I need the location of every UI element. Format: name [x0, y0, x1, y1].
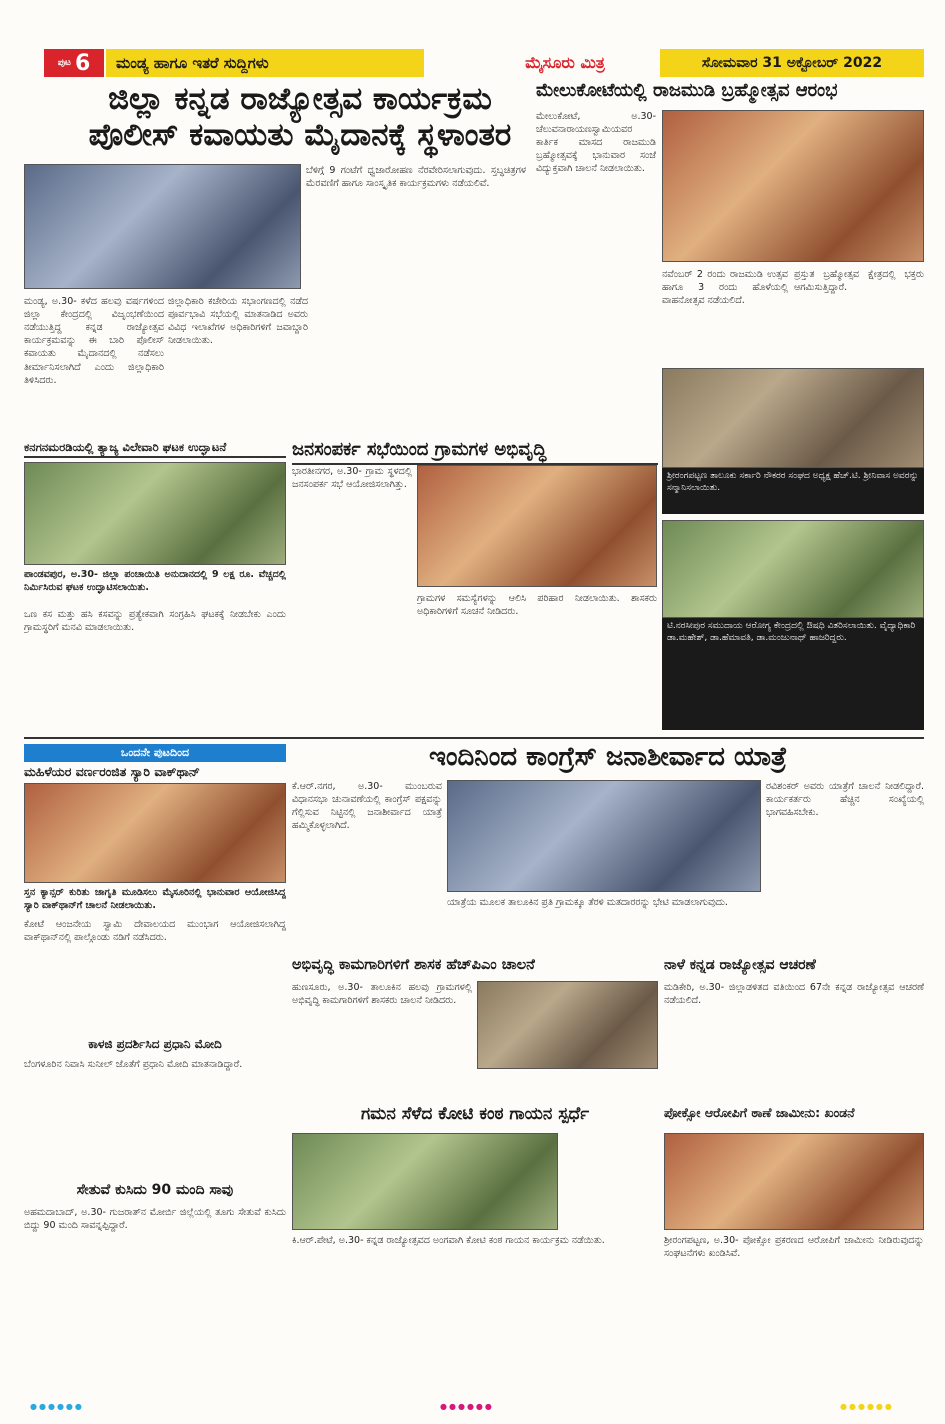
story10-body2: ಯಾತ್ರೆಯ ಮೂಲಕ ತಾಲೂಕಿನ ಪ್ರತಿ ಗ್ರಾಮಕ್ಕೂ ತೆರಳಿ ಮತದಾರರನ್ನು ಭೇಟಿ ಮಾಡಲಾಗುವುದು.: [447, 897, 728, 908]
story6-body1: ಭಾರತೀನಗರ, ಅ.30- ಗ್ರಾಮ ಸ್ಥಳದಲ್ಲಿ ಜನಸಂಪರ್ಕ ಸಭೆ ಆಯೋಜಿಸಲಾಗಿತ್ತು.: [292, 466, 412, 491]
story13-headline: ಗಮನ ಸೆಳೆದ ಕೋಟಿ ಕಂಠ ಗಾಯನ ಸ್ಪರ್ಧೆ: [360, 1104, 590, 1124]
story13-body: ಕಿ.ಆರ್.ಪೇಟೆ, ಅ.30- ಕನ್ನಡ ರಾಜ್ಯೋತ್ಸವದ ಅಂಗವಾಗಿ ಕೋಟಿ ಕಂಠ ಗಾಯನ ಕಾರ್ಯಕ್ರಮ ನಡೆಯಿತು.: [292, 1235, 605, 1246]
story1-headline-line2: ಪೊಲೀಸ್ ಕವಾಯತು ಮೈದಾನಕ್ಕೆ ಸ್ಥಳಾಂತರ: [88, 116, 512, 153]
story10-body3: ರವಿಶಂಕರ್ ಅವರು ಯಾತ್ರೆಗೆ ಚಾಲನೆ ನೀಡಲಿದ್ದಾರೆ. ಕಾರ್ಯಕರ್ತರು ಹೆಚ್ಚಿನ ಸಂಖ್ಯೆಯಲ್ಲಿ ಭಾಗವಹಿಸಬೇಕು.: [766, 781, 924, 819]
story14-photo: [664, 1133, 924, 1230]
story10-photo: [447, 780, 761, 892]
story6-headline: ಜನಸಂಪರ್ಕ ಸಭೆಯಿಂದ ಗ್ರಾಮಗಳ ಅಭಿವೃದ್ಧಿ: [292, 441, 658, 465]
divider: [24, 737, 924, 739]
story3-photo: [662, 368, 924, 468]
registration-marks-right: ●●●●●●: [840, 1402, 894, 1411]
masthead: ಮೈಸೂರು ಮಿತ್ರ: [525, 53, 605, 72]
story1-headline: [70, 83, 530, 151]
story6-photo: [417, 465, 657, 587]
story14-headline: ಪೋಕ್ಸೋ ಆರೋಪಿಗೆ ಠಾಣೆ ಜಾಮೀನು: ಖಂಡನೆ: [664, 1105, 855, 1120]
story11-headline: ಅಭಿವೃದ್ಧಿ ಕಾಮಗಾರಿಗಳಿಗೆ ಶಾಸಕ ಹೆಚ್‌ಪಿಎಂ ಚಾಲನೆ: [292, 957, 535, 973]
page-number: 6: [74, 50, 91, 76]
story3-caption: ಶ್ರೀರಂಗಪಟ್ಟಣ ತಾಲೂಕು ಸರ್ಕಾರಿ ನೌಕರರ ಸಂಘದ ಅಧ್ಯಕ್ಷ ಹೆಚ್.ಟಿ. ಶ್ರೀನಿವಾಸ ಅವರನ್ನು ಸನ್ಮಾನಿಸಲಾಯಿತು.: [662, 468, 924, 514]
story12-body: ಮಡಿಕೇರಿ, ಅ.30- ಜಿಲ್ಲಾಡಳಿತದ ವತಿಯಿಂದ 67ನೇ ಕನ್ನಡ ರಾಜ್ಯೋತ್ಸವ ಆಚರಣೆ ನಡೆಯಲಿದೆ.: [664, 982, 924, 1007]
story13-photo: [292, 1133, 558, 1230]
story2-headline-text: ಮೇಲುಕೋಟೆಯಲ್ಲಿ ರಾಜಮುಡಿ ಬ್ರಹ್ಮೋತ್ಸವ ಆರಂಭ: [536, 80, 838, 101]
story1-photo: [24, 164, 301, 289]
story14-body: ಶ್ರೀರಂಗಪಟ್ಟಣ, ಅ.30- ಪೋಕ್ಸೋ ಪ್ರಕರಣದ ಆರೋಪಿಗೆ ಜಾಮೀನು ನೀಡಿರುವುದನ್ನು ಸಂಘಟನೆಗಳು ಖಂಡಿಸಿವೆ.: [664, 1235, 924, 1260]
story1-body-left: ಮಂಡ್ಯ, ಅ.30- ಕಳೆದ ಹಲವು ವರ್ಷಗಳಿಂದ ಜಿಲ್ಲಾ ಕೇಂದ್ರದಲ್ಲಿ ವಿಜೃಂಭಣೆಯಿಂದ ನಡೆಯುತ್ತಿದ್ದ ಕನ್ನಡ ರಾಜ್ಯೋತ್ಸವ ಕಾರ್ಯಕ್ರಮವನ್ನು ಈ ಬಾರಿ ಪೊಲೀಸ್ ಕವಾಯತು ಮೈದಾನದಲ್ಲಿ ನಡೆಸಲು ತೀರ್ಮಾನಿಸಲಾಗಿದೆ ಎಂದು ಜಿಲ್ಲಾಧಿಕಾರಿ ತಿಳಿಸಿದರು.: [24, 296, 164, 386]
story1-body-right: ಬೆಳಿಗ್ಗೆ 9 ಗಂಟೆಗೆ ಧ್ವಜಾರೋಹಣ ನೆರವೇರಿಸಲಾಗುವುದು. ಸ್ತಬ್ಧಚಿತ್ರಗಳ ಮೆರವಣಿಗೆ ಹಾಗೂ ಸಾಂಸ್ಕೃತಿಕ ಕಾರ್ಯಕ್ರಮಗಳು ನಡೆಯಲಿವೆ.: [306, 165, 526, 190]
story12-headline: ನಾಳೆ ಕನ್ನಡ ರಾಜ್ಯೋತ್ಸವ ಆಚರಣೆ: [664, 957, 816, 973]
story7-body: ಕೋಟೆ ಆಂಜನೇಯ ಸ್ವಾಮಿ ದೇವಾಲಯದ ಮುಂಭಾಗ ಆಯೋಜಿಸಲಾಗಿದ್ದ ವಾಕ್‌ಥಾನ್‌ನಲ್ಲಿ ಪಾಲ್ಗೊಂಡು ನಡಿಗೆ ನಡೆಸಿದರು.: [24, 919, 286, 944]
story5-caption: ಪಾಂಡವಪುರ, ಅ.30- ಜಿಲ್ಲಾ ಪಂಚಾಯಿತಿ ಅನುದಾನದಲ್ಲಿ 9 ಲಕ್ಷ ರೂ. ವೆಚ್ಚದಲ್ಲಿ ನಿರ್ಮಿಸಿರುವ ಘಟಕ ಉದ್ಘಾಟಿಸಲಾಯಿತು.: [24, 569, 286, 594]
story4-photo: [662, 520, 924, 618]
page-label: ಪುಟ: [57, 58, 71, 68]
story6-body2: ಗ್ರಾಮಗಳ ಸಮಸ್ಯೆಗಳನ್ನು ಆಲಿಸಿ ಪರಿಹಾರ ನೀಡಲಾಯಿತು. ಶಾಸಕರು ಅಧಿಕಾರಿಗಳಿಗೆ ಸೂಚನೆ ನೀಡಿದರು.: [417, 593, 657, 618]
story2-body2: ನವೆಂಬರ್ 2 ರಂದು ರಾಜಮುಡಿ ಉತ್ಸವ ಹಾಗೂ 3 ರಂದು ಹೊಳೆಯಲ್ಲಿ ವಾಹನೋತ್ಸವ ನಡೆಯಲಿದೆ.: [662, 269, 788, 307]
dateline: ಸೋಮವಾರ 31 ಅಕ್ಟೋಬರ್ 2022: [660, 49, 924, 77]
story11-body: ಹುಣಸೂರು, ಅ.30- ತಾಲೂಕಿನ ಹಲವು ಗ್ರಾಮಗಳಲ್ಲಿ ಅಭಿವೃದ್ಧಿ ಕಾಮಗಾರಿಗಳಿಗೆ ಶಾಸಕರು ಚಾಲನೆ ನೀಡಿದರು.: [292, 982, 472, 1007]
story8-headline: ಕಾಳಜಿ ಪ್ರದರ್ಶಿಸಿದ ಪ್ರಧಾನಿ ಮೋದಿ: [88, 1037, 222, 1051]
story5-body: ಒಣ ಕಸ ಮತ್ತು ಹಸಿ ಕಸವನ್ನು ಪ್ರತ್ಯೇಕವಾಗಿ ಸಂಗ್ರಹಿಸಿ ಘಟಕಕ್ಕೆ ನೀಡಬೇಕು ಎಂದು ಗ್ರಾಮಸ್ಥರಿಗೆ ಮನವಿ ಮಾಡಲಾಯಿತು.: [24, 609, 286, 634]
story9-body: ಅಹಮದಾಬಾದ್, ಅ.30- ಗುಜರಾತ್‌ನ ಮೋರ್ಬಿ ಜಿಲ್ಲೆಯಲ್ಲಿ ತೂಗು ಸೇತುವೆ ಕುಸಿದು ಬಿದ್ದು 90 ಮಂದಿ ಸಾವನ್ನಪ್ಪಿದ್ದಾರೆ.: [24, 1207, 286, 1232]
story2-body3: ಪ್ರಸ್ತುತ ಬ್ರಹ್ಮೋತ್ಸವ ಕ್ಷೇತ್ರದಲ್ಲಿ ಭಕ್ತರು ಆಗಮಿಸುತ್ತಿದ್ದಾರೆ.: [794, 269, 924, 294]
continued-banner: ಒಂದನೇ ಪುಟದಿಂದ: [24, 744, 286, 762]
page-number-tag: [44, 49, 104, 77]
story8-body: ಬೆಂಗಳೂರಿನ ನಿವಾಸಿ ಸುನೀಲ್ ಜೊತೆಗೆ ಪ್ರಧಾನಿ ಮೋದಿ ಮಾತನಾಡಿದ್ದಾರೆ.: [24, 1059, 243, 1070]
story2-headline: [536, 82, 924, 101]
story7-photo: [24, 783, 286, 883]
story5-headline: ಕನಗನಮರಡಿಯಲ್ಲಿ ತ್ಯಾಜ್ಯ ವಿಲೇವಾರಿ ಘಟಕ ಉದ್ಘಾಟನೆ: [24, 441, 286, 458]
story10-body1: ಕೆ.ಆರ್.ನಗರ, ಅ.30- ಮುಂಬರುವ ವಿಧಾನಸಭಾ ಚುನಾವಣೆಯಲ್ಲಿ ಕಾಂಗ್ರೆಸ್ ಪಕ್ಷವನ್ನು ಗೆಲ್ಲಿಸುವ ನಿಟ್ಟಿನಲ್ಲಿ ಜನಾಶೀರ್ವಾದ ಯಾತ್ರೆ ಹಮ್ಮಿಕೊಳ್ಳಲಾಗಿದೆ.: [292, 781, 442, 832]
story2-photo: [662, 110, 924, 262]
story5-photo: [24, 462, 286, 565]
story10-headline: ಇಂದಿನಿಂದ ಕಾಂಗ್ರೆಸ್ ಜನಾಶೀರ್ವಾದ ಯಾತ್ರೆ: [429, 742, 787, 772]
story4-caption: ಟಿ.ನರಸೀಪುರ ಸಮುದಾಯ ಆರೋಗ್ಯ ಕೇಂದ್ರದಲ್ಲಿ ಔಷಧಿ ವಿತರಿಸಲಾಯಿತು. ವೈದ್ಯಾಧಿಕಾರಿ ಡಾ.ಮಹೇಶ್, ಡಾ.ಹೆಮಾವತಿ, ಡಾ.ಮಂಜುನಾಥ್ ಹಾಜರಿದ್ದರು.: [662, 618, 924, 730]
story2-body1: ಮೇಲುಕೋಟೆ, ಅ.30- ಚೆಲುವನಾರಾಯಣಸ್ವಾಮಿಯವರ ಕಾರ್ತಿಕ ಮಾಸದ ರಾಜಮುಡಿ ಬ್ರಹ್ಮೋತ್ಸವಕ್ಕೆ ಭಾನುವಾರ ಸಂಜೆ ವಿದ್ಯುಕ್ತವಾಗಿ ಚಾಲನೆ ನೀಡಲಾಯಿತು.: [536, 111, 656, 175]
section-title: ಮಂಡ್ಯ ಹಾಗೂ ಇತರೆ ಸುದ್ದಿಗಳು: [106, 49, 424, 77]
story7-caption: ಸ್ತನ ಕ್ಯಾನ್ಸರ್ ಕುರಿತು ಜಾಗೃತಿ ಮೂಡಿಸಲು ಮೈಸೂರಿನಲ್ಲಿ ಭಾನುವಾರ ಆಯೋಜಿಸಿದ್ದ ಸ್ಯಾರಿ ವಾಕ್‌ಥಾನ್‌ಗೆ ಚಾಲನೆ ನೀಡಲಾಯಿತು.: [24, 887, 286, 912]
registration-marks-left: ●●●●●●: [30, 1402, 84, 1411]
story1-headline-line1: ಜಿಲ್ಲಾ ಕನ್ನಡ ರಾಜ್ಯೋತ್ಸವ ಕಾರ್ಯಕ್ರಮ: [108, 81, 492, 117]
story7-headline: ಮಹಿಳೆಯರ ವರ್ಣರಂಜಿತ ಸ್ಯಾರಿ ವಾಕ್‌ಥಾನ್: [24, 764, 200, 779]
registration-marks-center: ●●●●●●: [440, 1402, 494, 1411]
story11-photo: [477, 981, 658, 1069]
story1-body-mid: ಜಿಲ್ಲಾಧಿಕಾರಿ ಕಚೇರಿಯ ಸಭಾಂಗಣದಲ್ಲಿ ನಡೆದ ಪೂರ್ವಭಾವಿ ಸಭೆಯಲ್ಲಿ ಮಾತನಾಡಿದ ಅವರು ವಿವಿಧ ಇಲಾಖೆಗಳ ಅಧಿಕಾರಿಗಳಿಗೆ ಜವಾಬ್ದಾರಿ ನೀಡಲಾಯಿತು.: [168, 296, 308, 347]
story9-headline: ಸೇತುವೆ ಕುಸಿದು 90 ಮಂದಿ ಸಾವು: [76, 1182, 234, 1198]
